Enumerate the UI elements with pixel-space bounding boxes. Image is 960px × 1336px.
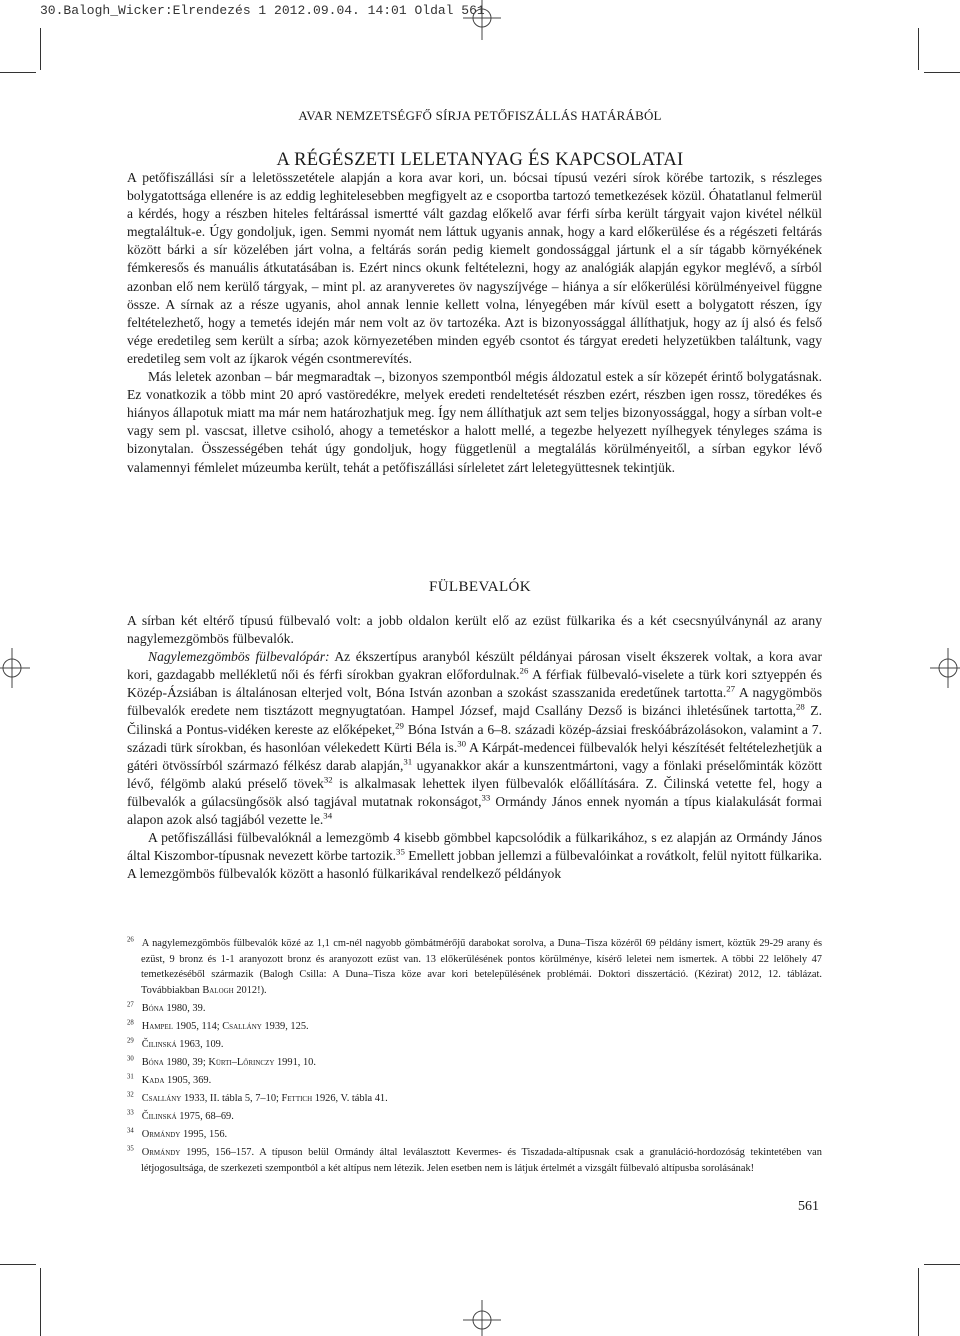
text-run: is alkalmasak lehettek ilyen fülbevalók előállítására. Z. Čilinská vetette fel, hogy a fülbevalók a gúlacsüngősök alsó tagjával mutatnak rokonságot,: [127, 775, 822, 809]
paragraph: A sírban két eltérő típusú fülbevaló volt: a jobb oldalon került elő az ezüst fülkarika és a két csecsnyúlványnál az arany nagylemezgömbös fülbevalók.: [127, 613, 822, 647]
paragraph: [127, 829, 822, 883]
crop-mark: [918, 28, 919, 70]
footnote-34: [127, 1127, 822, 1143]
registration-mark-icon: [0, 648, 30, 688]
author-name: Bóna: [141, 1056, 164, 1068]
author-name: Bóna: [141, 1002, 164, 1014]
footnote-text: 1905, 114;: [172, 1020, 223, 1032]
crop-mark: [0, 72, 36, 73]
footnote-ref[interactable]: 34: [323, 810, 333, 821]
footnote-number: 28: [127, 1019, 134, 1027]
footnote-ref[interactable]: 26: [519, 665, 529, 676]
crop-mark: [918, 1268, 919, 1336]
footnote-text: A nagylemezgömbös fülbevalók közé az 1,1 cm-nél nagyobb gömbátmérőjű darabokat sorolva, a Duna–Tisza közéről 69 példány ismert, köztük 29-29 arany és ezüst, 9 bronz és 1-1 aranyozott bronz és aranyozott ezüst van. 13 előkerülésének pontos körülménye, kísérő leletei nem ismertek. A többi 22 lelőhely 47 temetkezéséből származik (Balogh Csilla: A Duna–Tisza köze avar kori betelepülésének problémái. Doktori disszertáció. (Kézirat) 2012, 12. táblázat. Továbbiakban: [141, 938, 822, 996]
text-run: Emellett jobban jellemzi a fülbevalóinkat a rovátkolt, felül nyitott fülkarika. A lemezgömbös fülbevalók között a hasonló fülkarikával rendelkező példányok: [127, 848, 822, 882]
text-run: ugyanakkor akár a kunszentmártoni, vagy a fönlaki préselőminták között lévő, félgömb alakú préselő tövek: [127, 757, 822, 791]
author-name: Čilinská: [141, 1038, 177, 1050]
paragraph: [127, 648, 822, 829]
page-number: 561: [798, 1199, 819, 1214]
registration-mark-icon: [463, 1300, 501, 1336]
footnote-ref[interactable]: 31: [403, 756, 413, 767]
author-name: Balogh: [202, 984, 234, 996]
subsection-title: FÜLBEVALÓK: [428, 579, 532, 595]
author-name: Kada: [141, 1074, 165, 1086]
text-run: Ormándy János ennek nyomán a típus kialakulását formai alapon azok alsó tagjából vezette le.: [127, 793, 823, 828]
paragraph: A petőfiszállási sír a leletösszetétele alapján a kora avar kori, un. bócsai típusú vezéri sírok körébe tartozik, s részleges bolygatottsága ellenére is az eddig leghitelesebben megfigyelt az e csoportba tartozó temetkezések közül. Óhatatlanul felmerül a kérdés, hogy a részben hiteles feltárással ismertté vált gazdag előkelő avar férfi sírba került tárgyait vajon kivétel nélkül megtaláltuk-e. Úgy gondoljuk, igen. Semmi nyomát nem láttuk ugyanis annak, hogy a kard előkerülése és a régészeti feltárás között bárki a sír közelében járt volna, a feltárás során pedig kiemelt gondossággal jártunk el a sír tágabb környékének fémkeresős és manuális átkutatásában is. Ezért nincs okunk feltételezni, hogy az analógiák alapján egykor meglévő, a sírból azonban elő nem kerülő tárgyak, – mint pl. az aranyveretes öv nagyszíjvége – hiánya a sír előkerülési körülményeivel függne össze. A sírnak az a része ugyanis, ahol annak lennie kellett volna, lényegében már kívül esett a bolygatott részen, így feltételezhető, hogy a temetés idején már nem volt az öv tartozéka. Azt is bizonyossággal állíthatjuk, hogy az íj alsó és felső vége eredetileg sem került a sírba; azok környezetében minden egyéb csontot és tárgyat eredeti helyzetükben találtunk, vagy eredetileg sem volt az íjkarok végén csontmerevítés.: [127, 170, 822, 366]
footnote-32: [127, 1091, 822, 1107]
footnote-text: 1939, 125.: [261, 1020, 309, 1032]
crop-mark: [0, 1264, 36, 1265]
running-head: AVAR NEMZETSÉGFŐ SÍRJA PETŐFISZÁLLÁS HATÁRÁBÓL: [298, 108, 662, 123]
print-slug: 30.Balogh_Wicker:Elrendezés 1 2012.09.04. 14:01 Oldal 561: [40, 3, 485, 18]
footnote-text: 1933, II. tábla 5, 7–10;: [181, 1093, 282, 1105]
footnote-ref[interactable]: 27: [726, 683, 736, 694]
footnote-number: 33: [127, 1109, 134, 1117]
footnote-number: 26: [127, 936, 134, 944]
footnote-text: 1963, 109.: [176, 1038, 224, 1050]
author-name: Ormándy: [141, 1147, 181, 1159]
paragraph: Más leletek azonban – bár megmaradtak –, bizonyos szempontból mégis áldozatul estek a sír közepét érintő bolygatásnak. Ez vonatkozik a több mint 20 apró vastöredékre, melyek eredeti rendeltetését részben ezért, részben igen rossz, töredékes és hiányos állapotuk miatt ma már nem határozhatjuk meg. Így nem állíthatjuk azt sem teljes bizonyossággal, hogy a sírban volt-e vagy sem pl. vascsat, illetve csiholó, ahogy a temetéskor a halott mellé, a tegezbe helyezett nyílhegyek tényleges száma is bizonytalan. Összességében tehát úgy gondoljuk, hogy függetlenül a megtalálás körülményeitől, a sírban egykor lévő valamennyi fémlelet múzeumba került, tehát a petőfiszállási sírleletet zárt leletegyüttesnek tekintjük.: [127, 369, 822, 475]
footnote-27: [127, 1001, 822, 1017]
text-run: A nagygömbös fülbevalók eredete nem tisztázott megnyugtatóan. Hampel József, majd Csallány Dezső is bizánci ihletésűnek tartotta,: [127, 685, 822, 719]
footnote-text: 1905, 369.: [164, 1074, 212, 1086]
author-name: Hampel: [141, 1020, 173, 1032]
author-name: Csallány: [222, 1020, 262, 1032]
footnote-text: 1980, 39.: [163, 1002, 206, 1014]
registration-mark-icon: [930, 648, 960, 688]
footnote-text: 1995, 156–157. A típuson belül Ormándy által leválasztott Kevermes- és Tiszadada-altípusnak csak a granuláció-hordozóság tekintetében van létjogosultsága, de szerkezeti szempontból a két altípus nem létezik. Jelen esetben nem is látjuk értelmét a vizsgált fülbevaló altípusba sorolásának!: [141, 1147, 822, 1174]
footnote-33: [127, 1109, 822, 1125]
author-name: Fettich: [281, 1093, 313, 1105]
crop-mark: [924, 1264, 960, 1265]
body-text-block: [127, 612, 822, 883]
footnote-text: 1926, V. tábla 41.: [312, 1093, 388, 1105]
crop-mark: [924, 72, 960, 73]
italic-lead: Nagylemezgömbös fülbevalópár:: [148, 649, 330, 665]
crop-mark: [40, 1268, 41, 1336]
footnote-31: [127, 1073, 822, 1089]
footnote-35: [127, 1145, 822, 1176]
footnote-ref[interactable]: 30: [457, 738, 467, 749]
footnotes: [127, 936, 822, 1179]
footnote-30: [127, 1055, 822, 1071]
author-name: Ormándy: [141, 1129, 181, 1141]
footnote-29: [127, 1037, 822, 1053]
section-title: A RÉGÉSZETI LELETANYAG ÉS KAPCSOLATAI: [276, 150, 684, 170]
text-run: Az ékszertípus aranyból készült példányai párosan viselt ékszerek voltak, a kora avar kori, gazdagabb mellékletű női és férfi sírokban gyakran előfordulnak.: [127, 649, 822, 683]
crop-mark: [40, 28, 41, 70]
footnote-number: 32: [127, 1091, 134, 1099]
author-name: Čilinská: [141, 1111, 177, 1123]
footnote-ref[interactable]: 28: [796, 701, 805, 712]
text-run: Bóna István a 6–8. századi közép-ázsiai freskóábrázolásokon, valamint a 7. századi türk sírokban, és hasonlóan vélekedett Kürti Béla is.: [127, 721, 823, 755]
footnote-number: 34: [127, 1127, 134, 1135]
text-run: Z. Čilinská a Pontus-vidéken kereste az előképeket,: [127, 703, 822, 737]
footnote-text: 1980, 39;: [163, 1056, 209, 1068]
footnote-number: 29: [127, 1037, 134, 1045]
text-run: A Kárpát-medencei fülbevalók helyi készítését feltételezhetjük a gátéri ötvössírból származó félkész darab alapján,: [127, 739, 822, 773]
footnote-ref[interactable]: 35: [396, 846, 405, 857]
author-name: Csallány: [141, 1093, 182, 1105]
footnote-28: [127, 1019, 822, 1035]
text-run: A petőfiszállási fülbevalóknál a lemezgömb 4 kisebb gömbbel kapcsolódik a fülkarikához, s ez alapján az Ormándy János által Kiszombor-típusnak nevezett körbe tartozik.: [127, 830, 822, 864]
footnote-number: 30: [127, 1055, 134, 1063]
footnote-text: 1995, 156.: [180, 1129, 228, 1141]
text-run: A férfiak fülbevaló-viselete a türk kori sztyeppén és Közép-Ázsiában is általánosan elterjed volt, Bóna István azonban a szokást szasszanida eredetűnek tartotta.: [127, 667, 822, 701]
footnote-text: 1991, 10.: [274, 1056, 316, 1068]
footnote-number: 31: [127, 1073, 134, 1081]
footnote-text: 1975, 68–69.: [176, 1111, 234, 1123]
footnote-ref[interactable]: 33: [481, 792, 491, 803]
author-name: Kürti–Lőrinczy: [208, 1056, 275, 1068]
footnote-ref[interactable]: 32: [323, 774, 333, 785]
footnote-number: 35: [127, 1145, 134, 1153]
footnote-number: 27: [127, 1001, 134, 1009]
footnote-26: [127, 936, 822, 998]
body-text-block: [127, 169, 822, 477]
footnote-ref[interactable]: 29: [395, 720, 404, 731]
footnote-text: 2012!).: [233, 984, 267, 996]
